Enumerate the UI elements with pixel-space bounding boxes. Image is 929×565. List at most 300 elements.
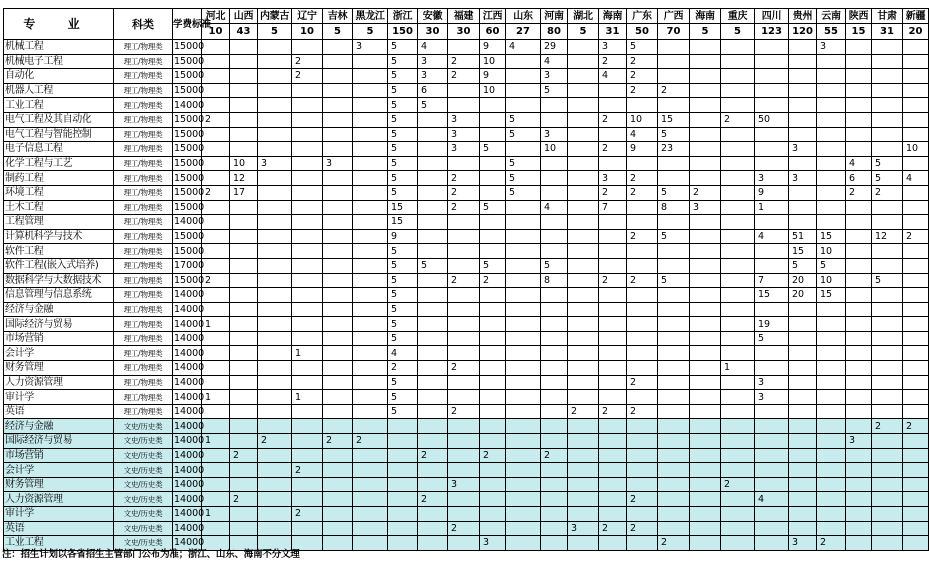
quota-cell: 5 (541, 258, 568, 273)
quota-cell (599, 361, 627, 376)
quota-cell: 17 (230, 185, 258, 200)
province-header: 重庆 (721, 9, 755, 24)
quota-cell (627, 536, 658, 551)
quota-cell (903, 244, 929, 259)
table-row (4, 83, 929, 98)
quota-cell: 2 (627, 54, 658, 69)
quota-cell (658, 156, 690, 171)
quota-cell: 2 (627, 492, 658, 507)
quota-cell (258, 54, 292, 69)
quota-cell (506, 302, 541, 317)
quota-cell (658, 98, 690, 113)
quota-cell (755, 346, 789, 361)
table-row (4, 215, 929, 230)
quota-cell: 2 (541, 448, 568, 463)
quota-cell: 6 (418, 83, 448, 98)
quota-cell (541, 434, 568, 449)
quota-cell (721, 200, 755, 215)
quota-cell: 2 (448, 69, 480, 84)
quota-cell (202, 258, 230, 273)
quota-cell (292, 156, 323, 171)
quota-cell (627, 215, 658, 230)
province-header: 山西 (230, 9, 258, 24)
quota-cell (418, 331, 448, 346)
quota-cell (568, 185, 599, 200)
major-cell: 财务管理 (4, 361, 114, 376)
fee-cell: 14000 (174, 435, 205, 447)
major-cell: 土木工程 (4, 200, 114, 215)
quota-cell (506, 477, 541, 492)
province-total: 5 (721, 24, 755, 40)
quota-cell: 2 (872, 419, 903, 434)
category-cell: 文史/历史类 (114, 448, 173, 463)
quota-cell (480, 98, 506, 113)
quota-cell: 5 (388, 273, 418, 288)
quota-cell (258, 83, 292, 98)
quota-cell (755, 536, 789, 551)
quota-cell (789, 463, 817, 478)
quota-cell (541, 492, 568, 507)
quota-cell (541, 229, 568, 244)
major-cell: 市场营销 (4, 331, 114, 346)
quota-cell (568, 375, 599, 390)
quota-cell (658, 375, 690, 390)
quota-cell (448, 288, 480, 303)
quota-cell (541, 302, 568, 317)
quota-cell (353, 507, 388, 522)
quota-cell (292, 434, 323, 449)
table-row (4, 69, 929, 84)
table-row (4, 521, 929, 536)
quota-cell (903, 317, 929, 332)
province-total: 15 (846, 24, 872, 40)
quota-cell (846, 288, 872, 303)
quota-cell: 2 (448, 404, 480, 419)
quota-cell (872, 317, 903, 332)
quota-cell (353, 215, 388, 230)
quota-cell (448, 83, 480, 98)
quota-cell (448, 492, 480, 507)
quota-cell (599, 331, 627, 346)
quota-cell: 23 (658, 142, 690, 157)
quota-cell (541, 536, 568, 551)
quota-cell (292, 215, 323, 230)
quota-cell (846, 346, 872, 361)
quota-cell (292, 302, 323, 317)
table-row (4, 54, 929, 69)
quota-cell: 3 (755, 390, 789, 405)
quota-cell (480, 229, 506, 244)
quota-cell: 5 (506, 127, 541, 142)
quota-cell (903, 302, 929, 317)
quota-cell (323, 40, 353, 55)
quota-cell (202, 200, 230, 215)
quota-cell (230, 477, 258, 492)
quota-cell (292, 244, 323, 259)
quota-cell (599, 448, 627, 463)
major-cell: 审计学 (4, 390, 114, 405)
quota-cell (721, 536, 755, 551)
quota-cell (230, 346, 258, 361)
quota-cell (872, 288, 903, 303)
province-total: 55 (817, 24, 846, 40)
quota-cell (817, 302, 846, 317)
quota-cell: 10 (903, 142, 929, 157)
table-row (4, 507, 929, 522)
category-header: 科类 (114, 9, 173, 40)
quota-cell (568, 112, 599, 127)
quota-cell (690, 434, 721, 449)
quota-cell: 15 (817, 288, 846, 303)
quota-cell: 10 (817, 244, 846, 259)
quota-cell (202, 404, 230, 419)
major-cell: 化学工程与工艺 (4, 156, 114, 171)
quota-cell (506, 390, 541, 405)
quota-cell (506, 142, 541, 157)
quota-cell (721, 54, 755, 69)
quota-cell (202, 229, 230, 244)
quota-cell (448, 434, 480, 449)
quota-cell (323, 521, 353, 536)
quota-cell (568, 390, 599, 405)
quota-cell (789, 434, 817, 449)
fee-cell: 14000 (174, 318, 205, 330)
quota-cell (755, 448, 789, 463)
quota-cell: 2 (721, 112, 755, 127)
quota-cell: 2 (292, 463, 323, 478)
quota-cell: 2 (448, 521, 480, 536)
quota-cell: 10 (817, 273, 846, 288)
quota-cell: 2 (599, 185, 627, 200)
quota-cell (846, 142, 872, 157)
quota-cell: 15 (789, 244, 817, 259)
quota-cell (353, 258, 388, 273)
quota-cell (480, 361, 506, 376)
quota-cell (568, 142, 599, 157)
quota-cell (258, 40, 292, 55)
quota-cell (388, 434, 418, 449)
quota-cell (541, 185, 568, 200)
quota-cell (388, 477, 418, 492)
quota-cell (568, 536, 599, 551)
table-row (4, 375, 929, 390)
quota-cell (541, 419, 568, 434)
quota-cell (230, 83, 258, 98)
quota-cell (258, 448, 292, 463)
quota-cell (690, 127, 721, 142)
quota-cell (292, 361, 323, 376)
quota-cell: 9 (480, 69, 506, 84)
quota-cell (903, 521, 929, 536)
quota-cell (323, 317, 353, 332)
quota-cell (903, 346, 929, 361)
province-header: 河北 (202, 9, 230, 24)
quota-cell (721, 492, 755, 507)
quota-cell (506, 317, 541, 332)
quota-cell (721, 404, 755, 419)
quota-cell (323, 273, 353, 288)
quota-cell (817, 331, 846, 346)
quota-cell (721, 229, 755, 244)
quota-cell (418, 361, 448, 376)
quota-cell (292, 375, 323, 390)
quota-cell (846, 404, 872, 419)
category-cell: 文史/历史类 (114, 477, 173, 492)
quota-cell: 5 (506, 112, 541, 127)
fee-cell: 15000 (174, 114, 205, 126)
quota-cell (448, 258, 480, 273)
quota-cell (202, 40, 230, 55)
quota-cell (755, 521, 789, 536)
quota-cell (568, 244, 599, 259)
quota-cell (721, 273, 755, 288)
quota-cell: 5 (541, 83, 568, 98)
quota-cell (817, 156, 846, 171)
quota-cell: 10 (230, 156, 258, 171)
quota-cell (230, 127, 258, 142)
quota-cell (258, 258, 292, 273)
quota-cell: 5 (506, 156, 541, 171)
quota-cell (755, 419, 789, 434)
quota-cell (817, 404, 846, 419)
quota-cell (599, 156, 627, 171)
province-total: 30 (418, 24, 448, 40)
quota-cell (480, 404, 506, 419)
quota-cell (599, 215, 627, 230)
quota-cell (418, 507, 448, 522)
quota-cell (690, 463, 721, 478)
quota-cell (418, 419, 448, 434)
category-cell: 理工/物理类 (114, 273, 173, 288)
quota-cell (230, 434, 258, 449)
quota-cell (353, 536, 388, 551)
quota-cell (789, 521, 817, 536)
quota-cell (230, 302, 258, 317)
province-total: 5 (258, 24, 292, 40)
quota-cell (448, 346, 480, 361)
quota-cell: 3 (258, 156, 292, 171)
quota-cell: 4 (755, 492, 789, 507)
category-cell: 理工/物理类 (114, 258, 173, 273)
quota-cell (755, 40, 789, 55)
major-cell: 电子信息工程 (4, 142, 114, 157)
quota-cell: 5 (658, 273, 690, 288)
quota-cell: 20 (789, 273, 817, 288)
quota-cell (903, 112, 929, 127)
quota-cell (323, 258, 353, 273)
quota-cell: 2 (418, 492, 448, 507)
quota-cell (292, 258, 323, 273)
quota-cell (258, 171, 292, 186)
quota-cell: 5 (480, 142, 506, 157)
quota-cell (846, 317, 872, 332)
category-cell: 理工/物理类 (114, 404, 173, 419)
quota-cell (599, 127, 627, 142)
quota-cell (292, 185, 323, 200)
quota-cell (627, 258, 658, 273)
quota-cell (418, 302, 448, 317)
major-cell: 机械电子工程 (4, 54, 114, 69)
quota-cell (903, 40, 929, 55)
quota-cell (658, 171, 690, 186)
quota-cell (789, 40, 817, 55)
quota-cell (353, 375, 388, 390)
quota-cell (448, 244, 480, 259)
quota-cell (418, 171, 448, 186)
quota-cell: 2 (292, 54, 323, 69)
category-cell: 理工/物理类 (114, 346, 173, 361)
quota-cell (903, 492, 929, 507)
province-total: 5 (690, 24, 721, 40)
quota-cell: 5 (388, 69, 418, 84)
quota-cell: 2 (448, 54, 480, 69)
quota-cell (755, 361, 789, 376)
quota-cell: 12 (872, 229, 903, 244)
quota-cell (418, 404, 448, 419)
quota-cell (903, 477, 929, 492)
quota-cell (690, 98, 721, 113)
quota-cell (323, 69, 353, 84)
fee-cell: 14000 (174, 508, 205, 520)
table-row (4, 171, 929, 186)
province-header: 河南 (541, 9, 568, 24)
quota-cell (541, 98, 568, 113)
quota-cell (230, 98, 258, 113)
quota-cell (817, 215, 846, 230)
quota-cell (418, 463, 448, 478)
quota-cell: 5 (506, 171, 541, 186)
quota-cell: 51 (789, 229, 817, 244)
quota-cell (690, 215, 721, 230)
quota-cell (480, 477, 506, 492)
quota-cell (480, 492, 506, 507)
quota-cell (568, 127, 599, 142)
quota-cell (627, 463, 658, 478)
quota-cell (353, 83, 388, 98)
quota-cell (690, 229, 721, 244)
quota-cell (721, 390, 755, 405)
quota-cell: 4 (541, 200, 568, 215)
table-row (4, 229, 929, 244)
quota-cell (789, 112, 817, 127)
quota-cell: 10 (480, 83, 506, 98)
quota-cell (872, 463, 903, 478)
quota-cell: 2 (292, 507, 323, 522)
quota-cell (817, 492, 846, 507)
fee-cell: 14000 (174, 333, 205, 345)
quota-cell (506, 448, 541, 463)
quota-cell (690, 390, 721, 405)
quota-cell (541, 288, 568, 303)
quota-cell (292, 477, 323, 492)
quota-cell (388, 419, 418, 434)
quota-cell (230, 273, 258, 288)
quota-cell: 5 (388, 375, 418, 390)
quota-cell (480, 521, 506, 536)
major-cell: 英语 (4, 521, 114, 536)
quota-cell (721, 98, 755, 113)
quota-cell (658, 302, 690, 317)
quota-cell: 12 (230, 171, 258, 186)
quota-cell (846, 302, 872, 317)
enrollment-plan-table (3, 8, 929, 551)
quota-cell (846, 69, 872, 84)
quota-cell (903, 127, 929, 142)
quota-cell (755, 258, 789, 273)
quota-cell (353, 288, 388, 303)
quota-cell (480, 302, 506, 317)
quota-cell (872, 536, 903, 551)
quota-cell (448, 536, 480, 551)
quota-cell (541, 390, 568, 405)
quota-cell (541, 375, 568, 390)
quota-cell (541, 171, 568, 186)
quota-cell: 2 (599, 54, 627, 69)
quota-cell (541, 112, 568, 127)
quota-cell: 3 (541, 127, 568, 142)
quota-cell: 2 (627, 521, 658, 536)
quota-cell (872, 375, 903, 390)
quota-cell: 9 (627, 142, 658, 157)
quota-cell (599, 244, 627, 259)
quota-cell (258, 244, 292, 259)
table-row (4, 434, 929, 449)
major-cell: 审计学 (4, 507, 114, 522)
quota-cell (846, 127, 872, 142)
quota-cell: 3 (323, 156, 353, 171)
quota-cell (789, 448, 817, 463)
quota-cell (292, 288, 323, 303)
quota-cell (258, 69, 292, 84)
quota-cell (323, 200, 353, 215)
category-cell: 理工/物理类 (114, 98, 173, 113)
quota-cell (721, 463, 755, 478)
quota-cell: 3 (418, 69, 448, 84)
major-cell: 自动化 (4, 69, 114, 84)
province-total: 5 (353, 24, 388, 40)
quota-cell: 2 (258, 434, 292, 449)
quota-cell (599, 346, 627, 361)
quota-cell: 8 (541, 273, 568, 288)
quota-cell (388, 463, 418, 478)
quota-cell (480, 244, 506, 259)
quota-cell (658, 244, 690, 259)
quota-cell: 2 (323, 434, 353, 449)
major-cell: 数据科学与大数据技术 (4, 273, 114, 288)
quota-cell (418, 375, 448, 390)
quota-cell: 5 (388, 331, 418, 346)
quota-cell (202, 142, 230, 157)
quota-cell (872, 244, 903, 259)
quota-cell (506, 273, 541, 288)
province-header: 浙江 (388, 9, 418, 24)
quota-cell (658, 390, 690, 405)
quota-cell (480, 331, 506, 346)
quota-cell (846, 463, 872, 478)
quota-cell (418, 185, 448, 200)
quota-cell (817, 419, 846, 434)
quota-cell (627, 98, 658, 113)
quota-cell (599, 288, 627, 303)
quota-cell (721, 419, 755, 434)
quota-cell: 20 (789, 288, 817, 303)
quota-cell: 2 (817, 536, 846, 551)
quota-cell (789, 185, 817, 200)
category-cell: 理工/物理类 (114, 156, 173, 171)
quota-cell (690, 419, 721, 434)
table-row (4, 40, 929, 55)
quota-cell (721, 69, 755, 84)
